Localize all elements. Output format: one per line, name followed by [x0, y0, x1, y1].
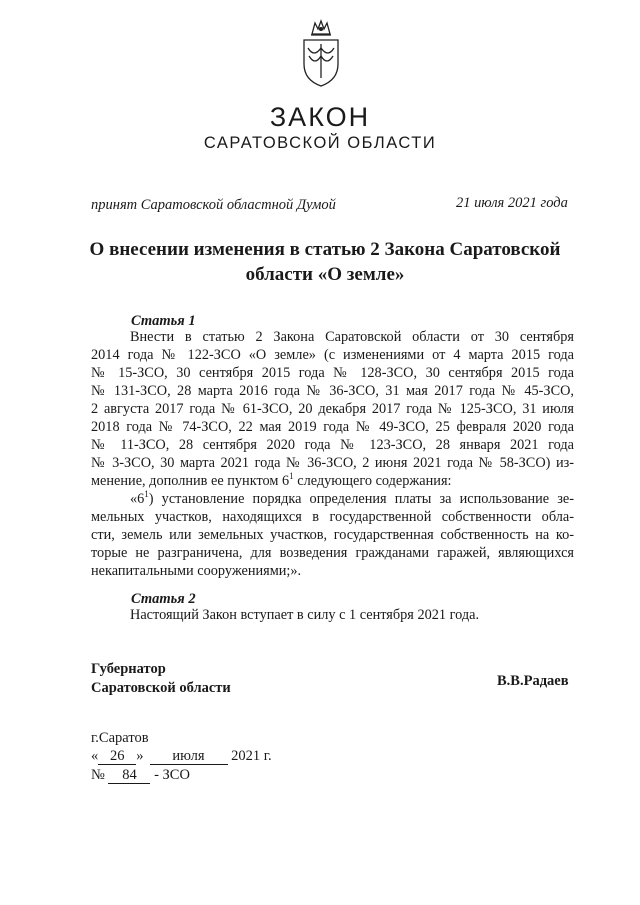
- signature-year: 2021 г.: [231, 748, 272, 764]
- article-1-line: № 3-ЗСО, 30 марта 2021 года № 36-ЗСО, 2 июня 2021 года № 58-ЗСО) из-: [91, 455, 574, 471]
- article-1-heading: Статья 1: [131, 313, 196, 329]
- law-number: 84: [108, 768, 150, 784]
- article-1-line: некапитальными сооружениями;».: [91, 563, 302, 579]
- article-1-line: 2 августа 2017 года № 61-ЗСО, 20 декабря 2017 года № 125-ЗСО, 31 июля: [91, 401, 574, 417]
- signature-number: [91, 767, 190, 784]
- article-1-line: № 11-ЗСО, 28 сентября 2020 года № 123-ЗСО, 28 января 2021 года: [91, 437, 574, 453]
- article-1-line: 2014 года № 122-ЗСО «О земле» (с изменениями от 4 марта 2015 года: [91, 347, 574, 363]
- quote-close: »: [136, 748, 144, 764]
- article-1-line: торые не разграничена, для возведения гражданами гаражей, являющихся: [91, 545, 574, 561]
- number-suffix: - ЗСО: [154, 767, 190, 783]
- article-2-heading: Статья 2: [131, 591, 196, 607]
- article-1-line: № 15-ЗСО, 30 сентября 2015 года № 128-ЗСО, 30 сентября 2015 года: [91, 365, 574, 381]
- quote-open: «: [91, 748, 99, 764]
- document-title: [70, 237, 580, 287]
- signature-city: г.Саратов: [91, 730, 149, 746]
- signature-month: июля: [150, 749, 228, 765]
- governor-name: В.В.Радаев: [497, 673, 569, 689]
- article-1-line: [91, 472, 574, 490]
- signature-day: 26: [98, 749, 136, 765]
- article-1-line: № 131-ЗСО, 28 марта 2016 года № 36-ЗСО, 31 мая 2017 года № 45-ЗСО,: [91, 383, 574, 399]
- article-1-line: сти, земель или земельных участков, государственная собственность на ко-: [91, 527, 574, 543]
- law-title: ЗАКОН: [269, 102, 371, 132]
- governor-title: Губернатор: [91, 661, 166, 677]
- signature-date: [91, 748, 272, 765]
- adopted-by: принят Саратовской областной Думой: [91, 197, 336, 213]
- title-line: области «О земле»: [245, 264, 405, 285]
- adopted-date: 21 июля 2021 года: [456, 195, 568, 211]
- number-sign: №: [91, 767, 105, 783]
- article-1-text: ) установление порядка определения платы за использование зе-: [148, 491, 574, 507]
- article-1-line: [130, 490, 574, 508]
- article-1-text: следующего содержания:: [297, 473, 452, 489]
- region-name: САРАТОВСКОЙ ОБЛАСТИ: [203, 134, 437, 152]
- superscript: 1: [289, 471, 294, 481]
- article-1-text: менение, дополнив ее пунктом 6: [91, 473, 290, 489]
- coat-of-arms-icon: [298, 18, 344, 88]
- superscript: 1: [144, 489, 149, 499]
- title-line: О внесении изменения в статью 2 Закона Саратовской: [89, 239, 561, 260]
- article-1-line: Внести в статью 2 Закона Саратовской области от 30 сентября: [130, 329, 574, 345]
- governor-region: Саратовской области: [91, 680, 231, 696]
- article-1-text: «6: [130, 491, 145, 507]
- article-2-text: Настоящий Закон вступает в силу с 1 сентября 2021 года.: [130, 607, 480, 623]
- article-1-line: 2018 года № 74-ЗСО, 22 мая 2019 года № 49-ЗСО, 25 февраля 2020 года: [91, 419, 574, 435]
- article-1-line: мельных участков, находящихся в государственной собственности обла-: [91, 509, 574, 525]
